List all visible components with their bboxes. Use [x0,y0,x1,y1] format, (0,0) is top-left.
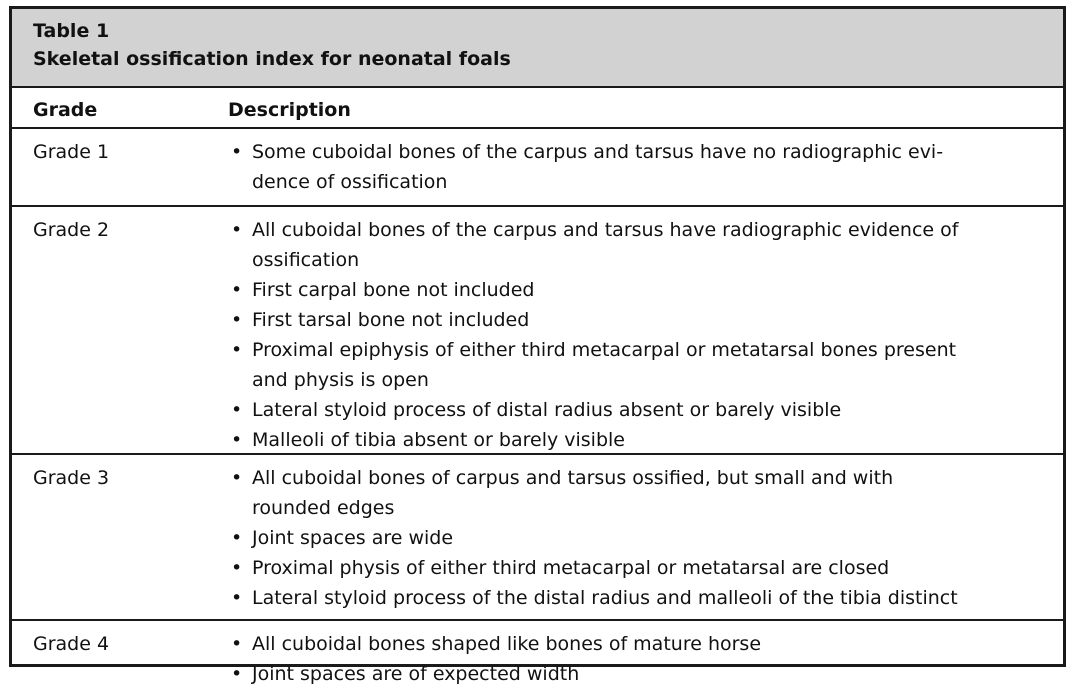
description-item: • First tarsal bone not included [228,305,1048,335]
grade-label: Grade 4 [33,633,110,655]
grade-label: Grade 2 [33,219,110,241]
description-item: • Joint spaces are wide [228,523,1048,553]
grade-label: Grade 3 [33,467,110,489]
description-list [228,463,1048,613]
header-description: Description [228,99,351,121]
description-item: • Lateral styloid process of the distal radius and malleoli of the tibia distinct [228,583,1048,613]
table-row-grade-3 [12,455,1063,621]
table-row-grade-4 [12,621,1063,691]
table-caption [12,9,1063,88]
table-title: Skeletal ossification index for neonatal foals [33,48,511,70]
table-row-grade-1 [12,129,1063,207]
description-list [228,215,1048,455]
table-header-row [12,88,1063,129]
description-item: • Proximal epiphysis of either third metacarpal or metatarsal bones present and physis is open [228,335,1048,395]
description-item: • Joint spaces are of expected width [228,659,1048,689]
description-item: • Malleoli of tibia absent or barely visible [228,425,1048,455]
description-item: • First carpal bone not included [228,275,1048,305]
header-grade: Grade [33,99,98,121]
description-item: • All cuboidal bones shaped like bones of mature horse [228,629,1048,659]
description-item: • Lateral styloid process of distal radius absent or barely visible [228,395,1048,425]
description-item: • Proximal physis of either third metacarpal or metatarsal are closed [228,553,1048,583]
grade-label: Grade 1 [33,141,110,163]
description-item: • Some cuboidal bones of the carpus and tarsus have no radiographic evi- dence of ossification [228,137,1048,197]
description-item: • All cuboidal bones of the carpus and tarsus have radiographic evidence of ossification [228,215,1048,275]
description-list [228,629,1048,689]
table-frame [9,6,1066,685]
description-item: • All cuboidal bones of carpus and tarsus ossified, but small and with rounded edges [228,463,1048,523]
table-number: Table 1 [33,20,110,42]
table-row-grade-2 [12,207,1063,455]
description-list [228,137,1048,197]
